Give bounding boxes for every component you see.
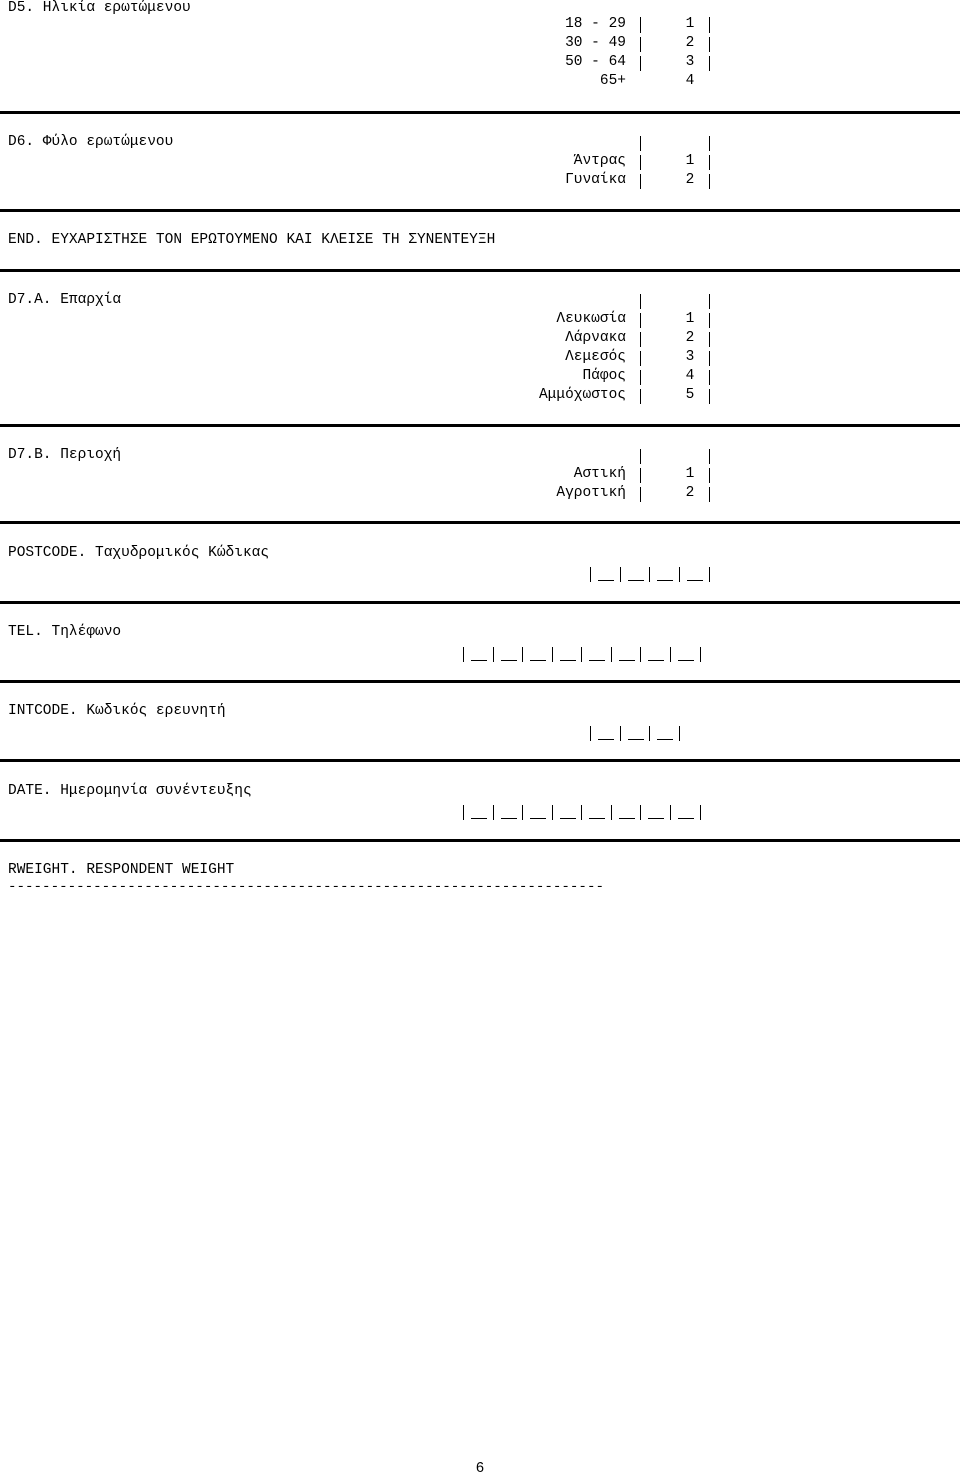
digit-box[interactable] — [640, 803, 668, 821]
digit-box[interactable] — [649, 565, 677, 583]
digit-box[interactable] — [611, 803, 639, 821]
intcode-title: INTCODE. Κωδικός ερευνητή — [8, 703, 226, 719]
option-code: 3 — [685, 54, 695, 70]
rweight-dashed-line: ---------------------------------------------------------------------- — [8, 879, 604, 895]
d7b-option-1[interactable] — [0, 466, 960, 485]
digit-box[interactable] — [493, 645, 521, 663]
option-label: Λευκωσία — [556, 311, 626, 327]
section-divider — [0, 209, 960, 212]
section-divider — [0, 601, 960, 604]
digit-box[interactable] — [620, 724, 648, 742]
digit-box[interactable] — [552, 645, 580, 663]
d6-title: D6. Φύλο ερωτώμενου — [8, 134, 174, 150]
tel-title: TEL. Τηλέφωνο — [8, 624, 122, 640]
d7b-header-row — [0, 447, 960, 466]
d5-option-3[interactable] — [0, 54, 960, 73]
postcode-title: POSTCODE. Ταχυδρομικός Κώδικας — [8, 545, 270, 561]
section-divider — [0, 269, 960, 272]
section-divider — [0, 521, 960, 524]
d7b-option-2[interactable] — [0, 485, 960, 504]
d7a-header-row — [0, 292, 960, 311]
section-divider — [0, 839, 960, 842]
option-label: Λάρνακα — [565, 330, 626, 346]
digit-box[interactable] — [611, 645, 639, 663]
digit-box[interactable] — [620, 565, 648, 583]
section-divider — [0, 759, 960, 762]
option-code: 4 — [685, 73, 695, 89]
postcode-entry-boxes[interactable] — [590, 565, 712, 583]
digit-box[interactable] — [670, 645, 698, 663]
d5-option-4[interactable] — [0, 73, 960, 92]
option-code: 1 — [685, 466, 695, 482]
date-entry-boxes[interactable] — [463, 803, 703, 821]
digit-box[interactable] — [493, 803, 521, 821]
digit-box[interactable] — [581, 645, 609, 663]
d7a-option-4[interactable] — [0, 368, 960, 387]
page-number: 6 — [475, 1461, 485, 1477]
option-label: Αγροτική — [556, 485, 626, 501]
section-divider — [0, 111, 960, 114]
tel-entry-boxes[interactable] — [463, 645, 703, 663]
digit-box[interactable] — [679, 565, 707, 583]
section-divider — [0, 680, 960, 683]
option-label: Λεμεσός — [565, 349, 626, 365]
option-code: 1 — [685, 16, 695, 32]
digit-box[interactable] — [640, 645, 668, 663]
digit-box[interactable] — [590, 724, 618, 742]
option-code: 2 — [685, 172, 695, 188]
d5-title: D5. Ηλικία ερωτώμενου — [8, 0, 191, 16]
d6-header-row — [0, 134, 960, 153]
d7a-option-3[interactable] — [0, 349, 960, 368]
option-code: 2 — [685, 485, 695, 501]
d7a-option-1[interactable] — [0, 311, 960, 330]
d6-option-2[interactable] — [0, 172, 960, 191]
option-code: 1 — [685, 153, 695, 169]
d7a-title: D7.A. Επαρχία — [8, 292, 122, 308]
section-divider — [0, 424, 960, 427]
digit-box[interactable] — [552, 803, 580, 821]
d6-option-1[interactable] — [0, 153, 960, 172]
digit-box[interactable] — [649, 724, 677, 742]
option-code: 2 — [685, 330, 695, 346]
d5-option-1[interactable] — [0, 16, 960, 35]
d7a-option-2[interactable] — [0, 330, 960, 349]
digit-box[interactable] — [670, 803, 698, 821]
option-label: 30 - 49 — [565, 35, 626, 51]
option-label: 50 - 64 — [565, 54, 626, 70]
option-code: 4 — [685, 368, 695, 384]
digit-box[interactable] — [522, 803, 550, 821]
digit-box[interactable] — [463, 803, 491, 821]
option-label: Άντρας — [573, 153, 626, 169]
option-label: Πάφος — [582, 368, 626, 384]
digit-box[interactable] — [463, 645, 491, 663]
option-label: Αμμόχωστος — [538, 387, 626, 403]
option-label: 18 - 29 — [565, 16, 626, 32]
digit-box[interactable] — [581, 803, 609, 821]
digit-box[interactable] — [522, 645, 550, 663]
d5-option-2[interactable] — [0, 35, 960, 54]
option-code: 5 — [685, 387, 695, 403]
option-label: Αστική — [573, 466, 626, 482]
option-code: 3 — [685, 349, 695, 365]
d7b-title: D7.B. Περιοχή — [8, 447, 122, 463]
end-instruction: END. ΕΥΧΑΡΙΣΤΗΣΕ ΤΟΝ ΕΡΩΤΟΥΜΕΝΟ ΚΑΙ ΚΛΕΙΣΕ ΤΗ ΣΥΝΕΝΤΕΥΞΗ — [8, 232, 496, 248]
date-title: DATE. Ημερομηνία συνέντευξης — [8, 783, 252, 799]
option-label: Γυναίκα — [565, 172, 626, 188]
d7a-option-5[interactable] — [0, 387, 960, 406]
option-label: 65+ — [599, 73, 626, 89]
option-code: 1 — [685, 311, 695, 327]
rweight-title: RWEIGHT. RESPONDENT WEIGHT — [8, 862, 235, 878]
option-code: 2 — [685, 35, 695, 51]
intcode-entry-boxes[interactable] — [590, 724, 682, 742]
digit-box[interactable] — [590, 565, 618, 583]
